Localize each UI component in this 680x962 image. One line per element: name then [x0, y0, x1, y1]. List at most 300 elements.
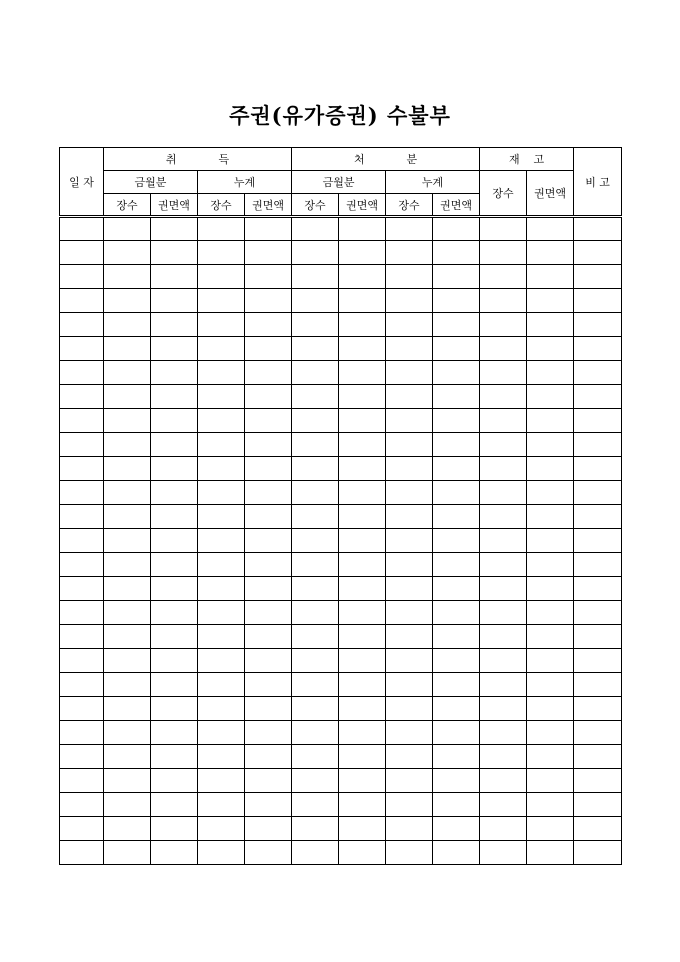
table-cell[interactable] [60, 313, 104, 337]
table-cell[interactable] [433, 817, 480, 841]
table-cell[interactable] [574, 241, 622, 265]
table-cell[interactable] [245, 673, 292, 697]
table-cell[interactable] [292, 721, 339, 745]
table-cell[interactable] [151, 601, 198, 625]
table-cell[interactable] [245, 841, 292, 865]
table-cell[interactable] [527, 841, 574, 865]
table-cell[interactable] [339, 553, 386, 577]
table-cell[interactable] [60, 769, 104, 793]
table-cell[interactable] [480, 241, 527, 265]
table-cell[interactable] [339, 505, 386, 529]
table-cell[interactable] [60, 841, 104, 865]
table-cell[interactable] [433, 385, 480, 409]
table-cell[interactable] [574, 745, 622, 769]
table-cell[interactable] [151, 481, 198, 505]
table-cell[interactable] [386, 313, 433, 337]
table-cell[interactable] [60, 433, 104, 457]
table-cell[interactable] [574, 577, 622, 601]
table-cell[interactable] [60, 265, 104, 289]
table-cell[interactable] [527, 361, 574, 385]
table-cell[interactable] [60, 385, 104, 409]
table-cell[interactable] [480, 385, 527, 409]
table-cell[interactable] [151, 649, 198, 673]
table-cell[interactable] [339, 481, 386, 505]
table-cell[interactable] [433, 289, 480, 313]
table-cell[interactable] [245, 553, 292, 577]
table-cell[interactable] [386, 841, 433, 865]
table-cell[interactable] [104, 529, 151, 553]
table-cell[interactable] [386, 625, 433, 649]
table-cell[interactable] [104, 337, 151, 361]
table-cell[interactable] [292, 601, 339, 625]
table-cell[interactable] [60, 625, 104, 649]
table-cell[interactable] [480, 457, 527, 481]
table-cell[interactable] [292, 625, 339, 649]
table-cell[interactable] [386, 361, 433, 385]
table-cell[interactable] [339, 673, 386, 697]
table-cell[interactable] [433, 409, 480, 433]
table-cell[interactable] [245, 385, 292, 409]
table-cell[interactable] [527, 433, 574, 457]
table-cell[interactable] [480, 601, 527, 625]
table-cell[interactable] [292, 793, 339, 817]
table-cell[interactable] [60, 217, 104, 241]
table-cell[interactable] [433, 673, 480, 697]
table-cell[interactable] [480, 433, 527, 457]
table-cell[interactable] [480, 721, 527, 745]
table-cell[interactable] [574, 697, 622, 721]
table-cell[interactable] [151, 289, 198, 313]
table-cell[interactable] [574, 313, 622, 337]
table-cell[interactable] [151, 841, 198, 865]
table-cell[interactable] [60, 577, 104, 601]
table-cell[interactable] [292, 457, 339, 481]
table-cell[interactable] [198, 625, 245, 649]
table-cell[interactable] [527, 289, 574, 313]
table-cell[interactable] [245, 793, 292, 817]
table-cell[interactable] [574, 529, 622, 553]
table-cell[interactable] [198, 649, 245, 673]
table-cell[interactable] [151, 337, 198, 361]
table-cell[interactable] [339, 697, 386, 721]
table-cell[interactable] [480, 265, 527, 289]
table-cell[interactable] [151, 385, 198, 409]
table-cell[interactable] [433, 625, 480, 649]
table-cell[interactable] [480, 625, 527, 649]
table-cell[interactable] [104, 817, 151, 841]
table-cell[interactable] [104, 841, 151, 865]
table-cell[interactable] [386, 409, 433, 433]
table-cell[interactable] [433, 265, 480, 289]
table-cell[interactable] [245, 481, 292, 505]
table-cell[interactable] [433, 553, 480, 577]
table-cell[interactable] [527, 457, 574, 481]
table-cell[interactable] [198, 769, 245, 793]
table-cell[interactable] [339, 409, 386, 433]
table-cell[interactable] [60, 409, 104, 433]
table-cell[interactable] [198, 481, 245, 505]
table-cell[interactable] [245, 313, 292, 337]
table-cell[interactable] [245, 721, 292, 745]
table-cell[interactable] [60, 721, 104, 745]
table-cell[interactable] [198, 529, 245, 553]
table-cell[interactable] [386, 217, 433, 241]
table-cell[interactable] [574, 361, 622, 385]
table-cell[interactable] [292, 337, 339, 361]
table-cell[interactable] [151, 553, 198, 577]
table-cell[interactable] [386, 601, 433, 625]
table-cell[interactable] [245, 769, 292, 793]
table-cell[interactable] [104, 457, 151, 481]
table-cell[interactable] [151, 265, 198, 289]
table-cell[interactable] [292, 673, 339, 697]
table-cell[interactable] [527, 601, 574, 625]
table-cell[interactable] [480, 649, 527, 673]
table-cell[interactable] [433, 649, 480, 673]
table-cell[interactable] [198, 817, 245, 841]
table-cell[interactable] [527, 217, 574, 241]
table-cell[interactable] [433, 745, 480, 769]
table-cell[interactable] [386, 721, 433, 745]
table-cell[interactable] [574, 433, 622, 457]
table-cell[interactable] [480, 337, 527, 361]
table-cell[interactable] [198, 313, 245, 337]
table-cell[interactable] [574, 481, 622, 505]
table-cell[interactable] [292, 481, 339, 505]
table-cell[interactable] [245, 625, 292, 649]
table-cell[interactable] [386, 433, 433, 457]
table-cell[interactable] [198, 841, 245, 865]
table-cell[interactable] [480, 769, 527, 793]
table-cell[interactable] [527, 817, 574, 841]
table-cell[interactable] [527, 625, 574, 649]
table-cell[interactable] [386, 457, 433, 481]
table-cell[interactable] [292, 553, 339, 577]
table-cell[interactable] [292, 529, 339, 553]
table-cell[interactable] [104, 745, 151, 769]
table-cell[interactable] [574, 289, 622, 313]
table-cell[interactable] [480, 409, 527, 433]
table-cell[interactable] [292, 505, 339, 529]
table-cell[interactable] [104, 601, 151, 625]
table-cell[interactable] [433, 337, 480, 361]
table-cell[interactable] [386, 529, 433, 553]
table-cell[interactable] [339, 529, 386, 553]
table-cell[interactable] [292, 409, 339, 433]
table-cell[interactable] [433, 769, 480, 793]
table-cell[interactable] [151, 457, 198, 481]
table-cell[interactable] [151, 793, 198, 817]
table-cell[interactable] [60, 241, 104, 265]
table-cell[interactable] [104, 433, 151, 457]
table-cell[interactable] [151, 505, 198, 529]
table-cell[interactable] [386, 265, 433, 289]
table-cell[interactable] [527, 337, 574, 361]
table-cell[interactable] [480, 217, 527, 241]
table-cell[interactable] [104, 217, 151, 241]
table-cell[interactable] [198, 457, 245, 481]
table-cell[interactable] [151, 673, 198, 697]
table-cell[interactable] [104, 409, 151, 433]
table-cell[interactable] [339, 265, 386, 289]
table-cell[interactable] [151, 313, 198, 337]
table-cell[interactable] [480, 529, 527, 553]
table-cell[interactable] [386, 289, 433, 313]
table-cell[interactable] [198, 577, 245, 601]
table-cell[interactable] [292, 697, 339, 721]
table-cell[interactable] [527, 769, 574, 793]
table-cell[interactable] [339, 721, 386, 745]
table-cell[interactable] [386, 745, 433, 769]
table-cell[interactable] [574, 457, 622, 481]
table-cell[interactable] [339, 649, 386, 673]
table-cell[interactable] [104, 385, 151, 409]
table-cell[interactable] [198, 265, 245, 289]
table-cell[interactable] [527, 745, 574, 769]
table-cell[interactable] [151, 433, 198, 457]
table-cell[interactable] [60, 481, 104, 505]
table-cell[interactable] [339, 793, 386, 817]
table-cell[interactable] [198, 337, 245, 361]
table-cell[interactable] [245, 577, 292, 601]
table-cell[interactable] [245, 745, 292, 769]
table-cell[interactable] [527, 721, 574, 745]
table-cell[interactable] [386, 241, 433, 265]
table-cell[interactable] [151, 409, 198, 433]
table-cell[interactable] [292, 217, 339, 241]
table-cell[interactable] [339, 745, 386, 769]
table-cell[interactable] [60, 793, 104, 817]
table-cell[interactable] [433, 481, 480, 505]
table-cell[interactable] [433, 361, 480, 385]
table-cell[interactable] [198, 793, 245, 817]
table-cell[interactable] [292, 769, 339, 793]
table-cell[interactable] [292, 649, 339, 673]
table-cell[interactable] [245, 433, 292, 457]
table-cell[interactable] [433, 529, 480, 553]
table-cell[interactable] [60, 289, 104, 313]
table-cell[interactable] [151, 721, 198, 745]
table-cell[interactable] [433, 217, 480, 241]
table-cell[interactable] [292, 385, 339, 409]
table-cell[interactable] [574, 505, 622, 529]
table-cell[interactable] [386, 697, 433, 721]
table-cell[interactable] [245, 289, 292, 313]
table-cell[interactable] [574, 217, 622, 241]
table-cell[interactable] [527, 577, 574, 601]
table-cell[interactable] [151, 241, 198, 265]
table-cell[interactable] [339, 577, 386, 601]
table-cell[interactable] [245, 217, 292, 241]
table-cell[interactable] [339, 337, 386, 361]
table-cell[interactable] [151, 577, 198, 601]
table-cell[interactable] [433, 721, 480, 745]
table-cell[interactable] [245, 361, 292, 385]
table-cell[interactable] [104, 289, 151, 313]
table-cell[interactable] [60, 649, 104, 673]
table-cell[interactable] [245, 265, 292, 289]
table-cell[interactable] [151, 745, 198, 769]
table-cell[interactable] [527, 385, 574, 409]
table-cell[interactable] [198, 505, 245, 529]
table-cell[interactable] [386, 793, 433, 817]
table-cell[interactable] [339, 217, 386, 241]
table-cell[interactable] [527, 553, 574, 577]
table-cell[interactable] [339, 361, 386, 385]
table-cell[interactable] [60, 529, 104, 553]
table-cell[interactable] [386, 553, 433, 577]
table-cell[interactable] [292, 241, 339, 265]
table-cell[interactable] [574, 385, 622, 409]
table-cell[interactable] [104, 313, 151, 337]
table-cell[interactable] [574, 721, 622, 745]
table-cell[interactable] [104, 577, 151, 601]
table-cell[interactable] [198, 697, 245, 721]
table-cell[interactable] [245, 457, 292, 481]
table-cell[interactable] [386, 577, 433, 601]
table-cell[interactable] [386, 505, 433, 529]
table-cell[interactable] [292, 841, 339, 865]
table-cell[interactable] [574, 553, 622, 577]
table-cell[interactable] [198, 601, 245, 625]
table-cell[interactable] [104, 625, 151, 649]
table-cell[interactable] [480, 481, 527, 505]
table-cell[interactable] [527, 673, 574, 697]
table-cell[interactable] [433, 505, 480, 529]
table-cell[interactable] [245, 817, 292, 841]
table-cell[interactable] [480, 361, 527, 385]
table-cell[interactable] [574, 793, 622, 817]
table-cell[interactable] [480, 289, 527, 313]
table-cell[interactable] [104, 241, 151, 265]
table-cell[interactable] [60, 457, 104, 481]
table-cell[interactable] [386, 481, 433, 505]
table-cell[interactable] [339, 841, 386, 865]
table-cell[interactable] [151, 817, 198, 841]
table-cell[interactable] [104, 793, 151, 817]
table-cell[interactable] [198, 289, 245, 313]
table-cell[interactable] [386, 337, 433, 361]
table-cell[interactable] [60, 745, 104, 769]
table-cell[interactable] [480, 553, 527, 577]
table-cell[interactable] [198, 721, 245, 745]
table-cell[interactable] [151, 625, 198, 649]
table-cell[interactable] [104, 265, 151, 289]
table-cell[interactable] [386, 817, 433, 841]
table-cell[interactable] [339, 385, 386, 409]
table-cell[interactable] [339, 289, 386, 313]
table-cell[interactable] [292, 745, 339, 769]
table-cell[interactable] [198, 217, 245, 241]
table-cell[interactable] [292, 817, 339, 841]
table-cell[interactable] [339, 625, 386, 649]
table-cell[interactable] [433, 313, 480, 337]
table-cell[interactable] [574, 337, 622, 361]
table-cell[interactable] [527, 409, 574, 433]
table-cell[interactable] [60, 817, 104, 841]
table-cell[interactable] [198, 553, 245, 577]
table-cell[interactable] [574, 769, 622, 793]
table-cell[interactable] [480, 673, 527, 697]
table-cell[interactable] [386, 385, 433, 409]
table-cell[interactable] [245, 409, 292, 433]
table-cell[interactable] [480, 577, 527, 601]
table-cell[interactable] [574, 673, 622, 697]
table-cell[interactable] [339, 769, 386, 793]
table-cell[interactable] [480, 697, 527, 721]
table-cell[interactable] [151, 769, 198, 793]
table-cell[interactable] [60, 601, 104, 625]
table-cell[interactable] [292, 265, 339, 289]
table-cell[interactable] [151, 361, 198, 385]
table-cell[interactable] [198, 241, 245, 265]
table-cell[interactable] [151, 529, 198, 553]
table-cell[interactable] [104, 769, 151, 793]
table-cell[interactable] [480, 313, 527, 337]
table-cell[interactable] [60, 505, 104, 529]
table-cell[interactable] [433, 577, 480, 601]
table-cell[interactable] [60, 553, 104, 577]
table-cell[interactable] [480, 505, 527, 529]
table-cell[interactable] [339, 433, 386, 457]
table-cell[interactable] [433, 433, 480, 457]
table-cell[interactable] [104, 697, 151, 721]
table-cell[interactable] [574, 601, 622, 625]
table-cell[interactable] [527, 241, 574, 265]
table-cell[interactable] [527, 649, 574, 673]
table-cell[interactable] [292, 433, 339, 457]
table-cell[interactable] [151, 217, 198, 241]
table-cell[interactable] [527, 505, 574, 529]
table-cell[interactable] [292, 361, 339, 385]
table-cell[interactable] [574, 625, 622, 649]
table-cell[interactable] [104, 361, 151, 385]
table-cell[interactable] [339, 601, 386, 625]
table-cell[interactable] [433, 601, 480, 625]
table-cell[interactable] [198, 673, 245, 697]
table-cell[interactable] [527, 313, 574, 337]
table-cell[interactable] [104, 505, 151, 529]
table-cell[interactable] [433, 793, 480, 817]
table-cell[interactable] [574, 841, 622, 865]
table-cell[interactable] [245, 241, 292, 265]
table-cell[interactable] [198, 433, 245, 457]
table-cell[interactable] [104, 649, 151, 673]
table-cell[interactable] [245, 529, 292, 553]
table-cell[interactable] [292, 289, 339, 313]
table-cell[interactable] [386, 673, 433, 697]
table-cell[interactable] [245, 505, 292, 529]
table-cell[interactable] [574, 649, 622, 673]
table-cell[interactable] [339, 817, 386, 841]
table-cell[interactable] [104, 553, 151, 577]
table-cell[interactable] [245, 337, 292, 361]
table-cell[interactable] [245, 601, 292, 625]
table-cell[interactable] [245, 649, 292, 673]
table-cell[interactable] [151, 697, 198, 721]
table-cell[interactable] [433, 457, 480, 481]
table-cell[interactable] [104, 721, 151, 745]
table-cell[interactable] [198, 361, 245, 385]
table-cell[interactable] [386, 769, 433, 793]
table-cell[interactable] [527, 793, 574, 817]
table-cell[interactable] [480, 817, 527, 841]
table-cell[interactable] [527, 481, 574, 505]
table-cell[interactable] [339, 457, 386, 481]
table-cell[interactable] [245, 697, 292, 721]
table-cell[interactable] [480, 841, 527, 865]
table-cell[interactable] [480, 745, 527, 769]
